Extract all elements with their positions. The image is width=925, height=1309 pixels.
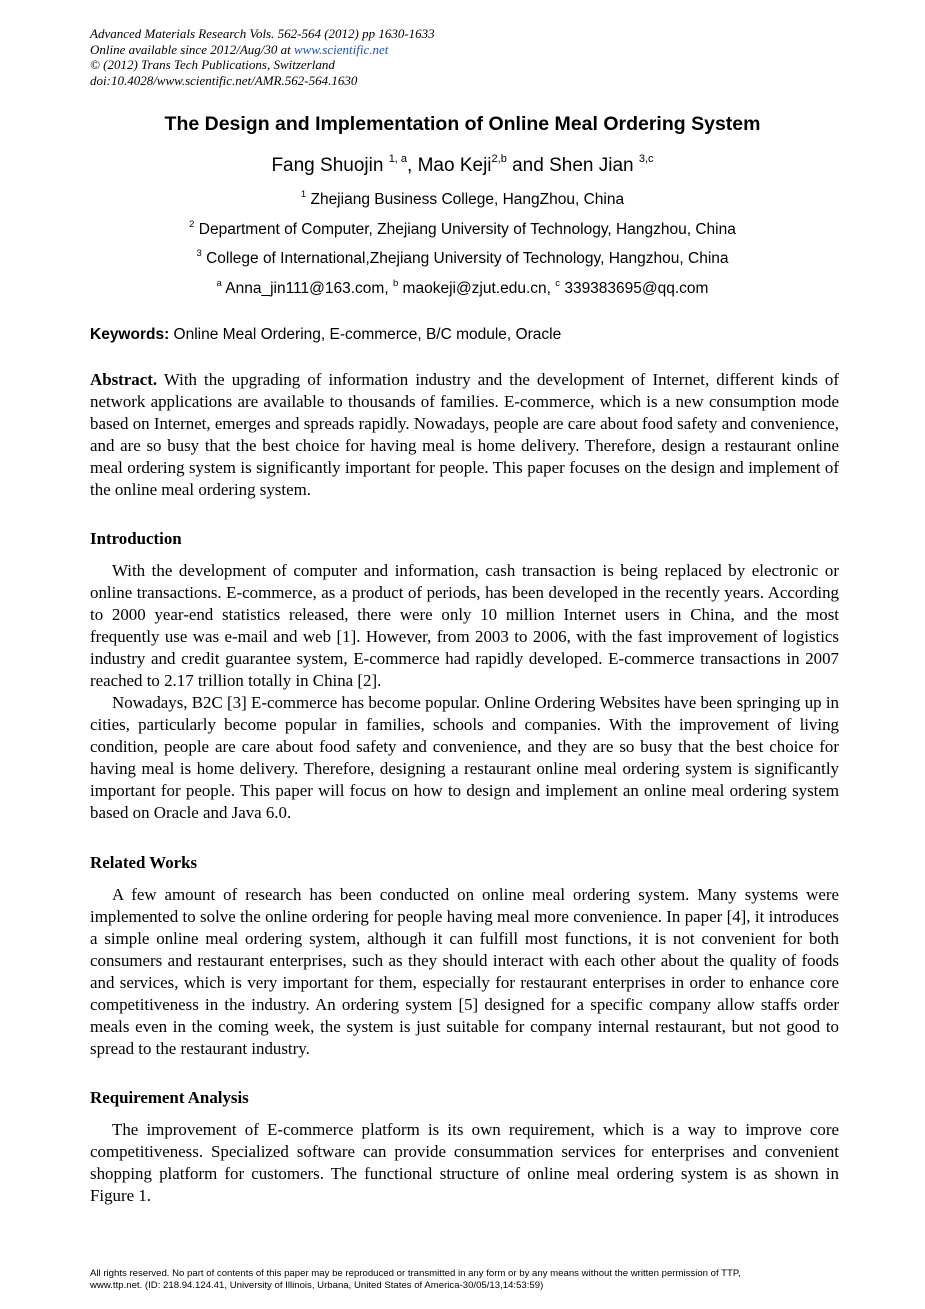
footer-line-2: www.ttp.net. (ID: 218.94.124.41, University of Illinois, Urbana, United States of America-30/05/13,14:53:59) [90,1279,544,1291]
paragraph: The improvement of E-commerce platform is its own requirement, which is a way to improve core competitiveness. Specialized software can provide consummation services for enterprises and convenient shopping platform for customers. The functional structure of online meal ordering system is as shown in Figure 1. [90,1120,839,1205]
affiliation-3: $^3$ College of International,Zhejiang University of Technology, Hangzhou, China [196,248,729,267]
abstract [90,369,839,501]
email-b: maokeji@zjut.edu.cn, [398,280,556,297]
section-requirement-analysis [90,1119,839,1207]
journal-header [90,26,435,88]
keywords-label: Keywords: [90,326,170,343]
publisher-link[interactable]: www.scientific.net [294,41,389,57]
section-introduction [90,560,839,824]
author-emails: $^a$ Anna_jin111@163.com, $^b$ maokeji@zjut.edu.cn, $^c$ 339383695@qq.com [216,278,709,297]
keywords [90,326,561,344]
email-a: Anna_jin111@163.com, [221,280,393,297]
copyright-footer [90,1268,850,1291]
section-heading-related-works: Related Works [90,853,198,872]
section-heading-requirement-analysis: Requirement Analysis [90,1088,249,1107]
header-online: Online available since 2012/Aug/30 at www.scientific.net [90,41,389,57]
abstract-label: Abstract. [90,370,158,389]
section-heading-introduction: Introduction [90,529,182,548]
section-related-works [90,884,839,1060]
abstract-paragraph: Abstract. With the upgrading of information industry and the development of Internet, different kinds of network applications are available to thousands of families. E-commerce, which is a new consumption mode based on Internet, emerges and spreads rapidly. Nowadays, people are care about food safety and convenience, and are so busy that the best choice for having meal is home delivery. Therefore, design a restaurant online meal ordering system is significantly important for people. This paper focuses on the design and implement of the online meal ordering system. [90,370,839,499]
header-copyright: © (2012) Trans Tech Publications, Switzerland [90,57,335,72]
affiliation-1: $^1$ Zhejiang Business College, HangZhou, China [300,189,625,208]
paragraph: A few amount of research has been conducted on online meal ordering system. Many systems were implemented to solve the online ordering for people having meal more convenience. In paper [4], it introduces a simple online meal ordering system, although it can fulfill most functions, it is not convenient for both consumers and restaurant enterprises, such as they should interact with each other about the quality of foods and services, which is very important for them, especially for restaurant enterprises in order to enhance core competitiveness in the industry. An ordering system [5] designed for a specific company allow staffs order meals even in the coming week, the system is just suitable for company internal restaurant, but not good to spread to the restaurant industry. [90,885,839,1058]
email-c: 339383695@qq.com [560,280,709,297]
paragraph: Nowadays, B2C [3] E-commerce has become popular. Online Ordering Websites have been springing up in cities, particularly become popular in families, schools and companies. With the improvement of living condition, people are care about food safety and convenience, and they are so busy that the best choice for having meal is home delivery. Therefore, designing a restaurant online meal ordering system is significantly important for people. This paper will focus on how to design and implement an online meal ordering system based on Oracle and Java 6.0. [90,693,839,822]
author-list: Fang Shuojin $^{1, a}$, Mao Keji$^{2,b}$ and Shen Jian $^{3,c}$ [271,153,654,176]
paper-title: The Design and Implementation of Online Meal Ordering System [164,113,761,135]
keywords-text: Online Meal Ordering, E-commerce, B/C module, Oracle [169,326,562,343]
footer-line-1: All rights reserved. No part of contents of this paper may be reproduced or transmitted in any form or by any means without the written permission of TTP, [90,1268,741,1279]
header-doi: doi:10.4028/www.scientific.net/AMR.562-564.1630 [90,72,358,88]
header-citation: Advanced Materials Research Vols. 562-564 (2012) pp 1630-1633 [90,26,435,41]
affiliation-2: $^2$ Department of Computer, Zhejiang University of Technology, Hangzhou, China [189,219,736,238]
paragraph: With the development of computer and information, cash transaction is being replaced by electronic or online transactions. E-commerce, as a product of periods, has been developed in the recently years. According to 2000 year-end statistics released, there were only 10 million Internet users in China, and the most frequently use was e-mail and web [1]. However, from 2003 to 2006, with the fast improvement of logistics industry and credit guarantee system, E-commerce had rapidly developed. E-commerce transactions in 2007 reached to 2.17 trillion totally in China [2]. [90,561,839,690]
